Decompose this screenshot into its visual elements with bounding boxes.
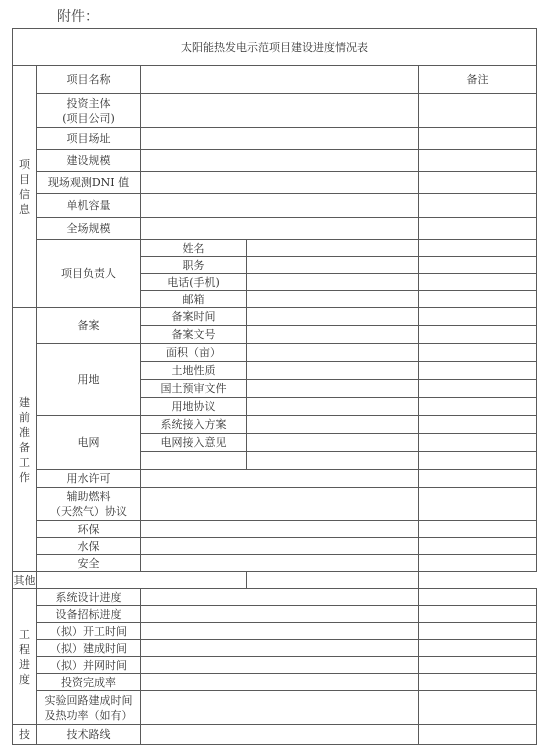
remark-header: 备注	[419, 66, 537, 94]
group-technology: 技	[13, 725, 37, 745]
remark-cell[interactable]	[419, 555, 537, 572]
value-cell[interactable]	[141, 172, 419, 194]
sub-label: 电话(手机)	[141, 274, 247, 291]
remark-cell[interactable]	[419, 452, 537, 470]
sub-label: 面积（亩）	[141, 344, 247, 362]
remark-cell[interactable]	[419, 257, 537, 274]
remark-cell[interactable]	[419, 362, 537, 380]
value-cell[interactable]	[141, 555, 419, 572]
value-cell[interactable]	[247, 326, 419, 344]
sub-label: 电网接入意见	[141, 434, 247, 452]
value-cell[interactable]	[141, 194, 419, 218]
row-label: （拟）建成时间	[37, 640, 141, 657]
value-cell[interactable]	[247, 398, 419, 416]
value-cell[interactable]	[37, 572, 247, 589]
value-cell[interactable]	[141, 589, 419, 606]
remark-cell[interactable]	[419, 380, 537, 398]
row-label: 辅助燃料 （天然气）协议	[37, 488, 141, 521]
row-label: 水保	[37, 538, 141, 555]
value-cell[interactable]	[141, 606, 419, 623]
progress-table	[12, 28, 537, 745]
value-cell[interactable]	[141, 218, 419, 240]
remark-cell[interactable]	[419, 150, 537, 172]
sub-label: 姓名	[141, 240, 247, 257]
value-cell[interactable]	[141, 94, 419, 128]
remark-cell[interactable]	[419, 725, 537, 745]
sub-label: 用地协议	[141, 398, 247, 416]
value-cell[interactable]	[141, 691, 419, 725]
row-label: 其他	[13, 573, 36, 587]
row-label: 投资主体 (项目公司)	[37, 94, 141, 128]
remark-cell[interactable]	[419, 640, 537, 657]
row-label: 用水许可	[37, 470, 141, 488]
remark-cell[interactable]	[419, 308, 537, 326]
row-label: 实验回路建成时间 及热功率（如有）	[37, 691, 141, 725]
row-label: （拟）并网时间	[37, 657, 141, 674]
group-project-info: 项目信息	[13, 66, 37, 308]
value-cell[interactable]	[247, 452, 419, 470]
remark-cell[interactable]	[419, 521, 537, 538]
group-progress: 工程进度	[13, 589, 37, 725]
remark-cell[interactable]	[419, 344, 537, 362]
sub-label: 邮箱	[141, 291, 247, 308]
attachment-label: 附件：	[57, 9, 99, 25]
row-label: 项目场址	[37, 128, 141, 150]
group-preparation: 建前准备工作	[13, 308, 37, 572]
remark-cell[interactable]	[419, 274, 537, 291]
value-cell[interactable]	[247, 362, 419, 380]
sub-label: 国土预审文件	[141, 380, 247, 398]
remark-cell[interactable]	[419, 240, 537, 257]
sub-label: 土地性质	[141, 362, 247, 380]
value-cell[interactable]	[141, 657, 419, 674]
value-cell[interactable]	[141, 623, 419, 640]
remark-cell[interactable]	[419, 589, 537, 606]
remark-cell[interactable]	[419, 691, 537, 725]
remark-cell[interactable]	[247, 572, 419, 589]
remark-cell[interactable]	[419, 623, 537, 640]
remark-cell[interactable]	[419, 674, 537, 691]
value-cell[interactable]	[247, 274, 419, 291]
value-cell[interactable]	[141, 128, 419, 150]
sub-label: 备案时间	[141, 308, 247, 326]
remark-cell[interactable]	[419, 488, 537, 521]
row-label: 技术路线	[37, 725, 141, 745]
value-cell[interactable]	[141, 488, 419, 521]
land-label: 用地	[37, 344, 141, 416]
remark-cell[interactable]	[419, 657, 537, 674]
sub-label-empty	[141, 452, 247, 470]
table-title: 太阳能热发电示范项目建设进度情况表	[13, 29, 537, 66]
remark-cell[interactable]	[419, 470, 537, 488]
value-cell[interactable]	[247, 240, 419, 257]
grid-label: 电网	[37, 416, 141, 470]
row-label: 设备招标进度	[37, 606, 141, 623]
remark-cell[interactable]	[419, 434, 537, 452]
value-cell[interactable]	[141, 674, 419, 691]
row-label: 项目名称	[37, 66, 141, 94]
remark-cell[interactable]	[419, 326, 537, 344]
remark-cell[interactable]	[419, 218, 537, 240]
leader-label: 项目负责人	[37, 240, 141, 308]
value-cell[interactable]	[247, 257, 419, 274]
row-label: （拟）开工时间	[37, 623, 141, 640]
remark-cell[interactable]	[419, 398, 537, 416]
remark-cell[interactable]	[419, 538, 537, 555]
value-cell[interactable]	[141, 640, 419, 657]
value-cell[interactable]	[141, 150, 419, 172]
row-label: 建设规模	[37, 150, 141, 172]
value-cell[interactable]	[247, 416, 419, 434]
remark-cell[interactable]	[419, 291, 537, 308]
row-label: 安全	[37, 555, 141, 572]
sub-label: 职务	[141, 257, 247, 274]
remark-cell[interactable]	[419, 94, 537, 128]
value-cell[interactable]	[247, 308, 419, 326]
value-cell[interactable]	[141, 538, 419, 555]
value-cell[interactable]	[141, 521, 419, 538]
value-cell[interactable]	[247, 291, 419, 308]
row-label: 投资完成率	[37, 674, 141, 691]
row-label: 全场规模	[37, 218, 141, 240]
remark-cell[interactable]	[419, 128, 537, 150]
sub-label: 系统接入方案	[141, 416, 247, 434]
row-label: 系统设计进度	[37, 589, 141, 606]
remark-cell[interactable]	[419, 416, 537, 434]
row-label: 现场观测DNI 值	[37, 172, 141, 194]
value-cell[interactable]	[247, 434, 419, 452]
sub-label: 备案文号	[141, 326, 247, 344]
remark-cell[interactable]	[419, 194, 537, 218]
value-cell[interactable]	[141, 66, 419, 94]
value-cell[interactable]	[247, 380, 419, 398]
filing-label: 备案	[37, 308, 141, 344]
value-cell[interactable]	[247, 344, 419, 362]
value-cell[interactable]	[141, 725, 419, 745]
row-label: 单机容量	[37, 194, 141, 218]
value-cell[interactable]	[141, 470, 419, 488]
row-label: 环保	[37, 521, 141, 538]
remark-cell[interactable]	[419, 606, 537, 623]
remark-cell[interactable]	[419, 172, 537, 194]
